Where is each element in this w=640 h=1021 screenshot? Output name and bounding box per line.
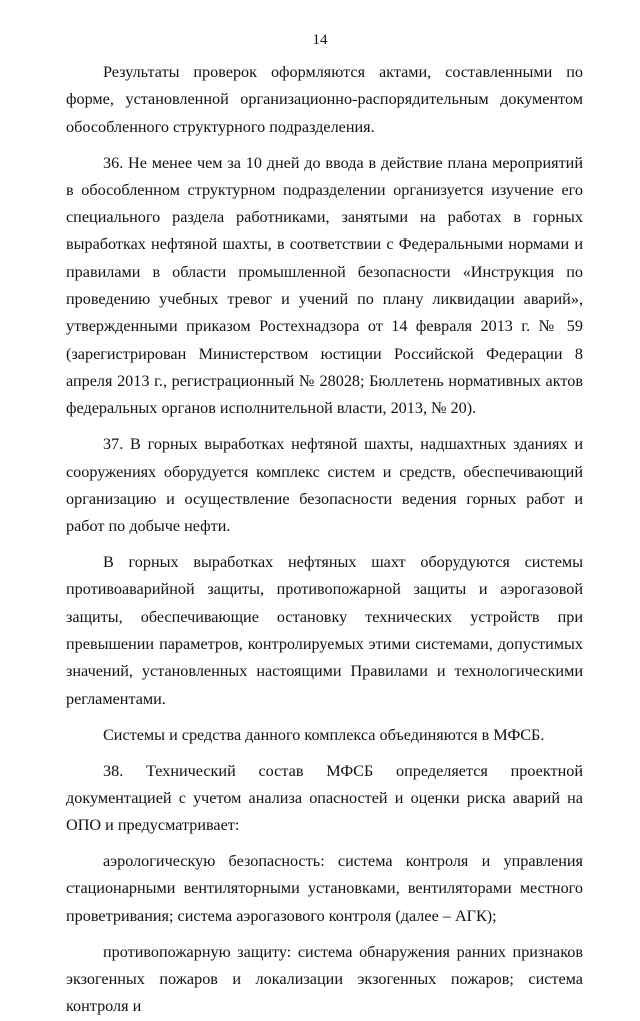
document-body xyxy=(66,59,583,1021)
paragraph-item-37: 37. В горных выработках нефтяной шахты, надшахтных зданиях и сооружениях оборудуется комплекс систем и средств, обеспечивающий организацию и осуществление безопасности ведения горных работ и работ по добыче нефти. xyxy=(66,435,583,536)
paragraph-inspection-results: Результаты проверок оформляются актами, составленными по форме, установленной организационно-распорядительным документом обособленного структурного подразделения. xyxy=(66,63,583,136)
paragraph-item-38: 38. Технический состав МФСБ определяется проектной документацией с учетом анализа опасностей и оценки риска аварий на ОПО и предусматривает: xyxy=(66,761,583,835)
paragraph-item-36: 36. Не менее чем за 10 дней до ввода в действие плана мероприятий в обособленном структурном подразделении организуется изучение его специального раздела работниками, занятыми на работах в горных выработках нефтяной шахты, в соответствии с Федеральными нормами и правилами в области промышленной безопасности «Инструкция по проведению учебных тревог и учений по плану ликвидации аварий», утвержденными приказом Ростехнадзора от 14 февраля 2013 г. № 59 (зарегистрирован Министерством юстиции Российской Федерации 8 апреля 2013 г., регистрационный № 28028; Бюллетень нормативных актов федеральных органов исполнительной власти, 2013, № 20). xyxy=(66,153,583,418)
paragraph-protection-systems: В горных выработках нефтяных шахт оборудуются системы противоаварийной защиты, противопожарной защиты и аэрогазовой защиты, обеспечивающие остановку технических устройств при превышении параметров, контролируемых этими системами, допустимых значений, установленных настоящими Правилами и технологическими регламентами. xyxy=(66,553,583,708)
paragraph-mfsb-combined: Системы и средства данного комплекса объединяются в МФСБ. xyxy=(103,725,545,744)
paragraph-aerological-safety: аэрологическую безопасность: система контроля и управления стационарными вентиляторными установками, вентиляторами местного проветривания; система аэрогазового контроля (далее – АГК); xyxy=(66,852,583,925)
page-number: 14 xyxy=(312,32,328,48)
paragraph-fire-protection: противопожарную защиту: система обнаружения ранних признаков экзогенных пожаров и локализации экзогенных пожаров; система контроля и xyxy=(66,942,583,1016)
